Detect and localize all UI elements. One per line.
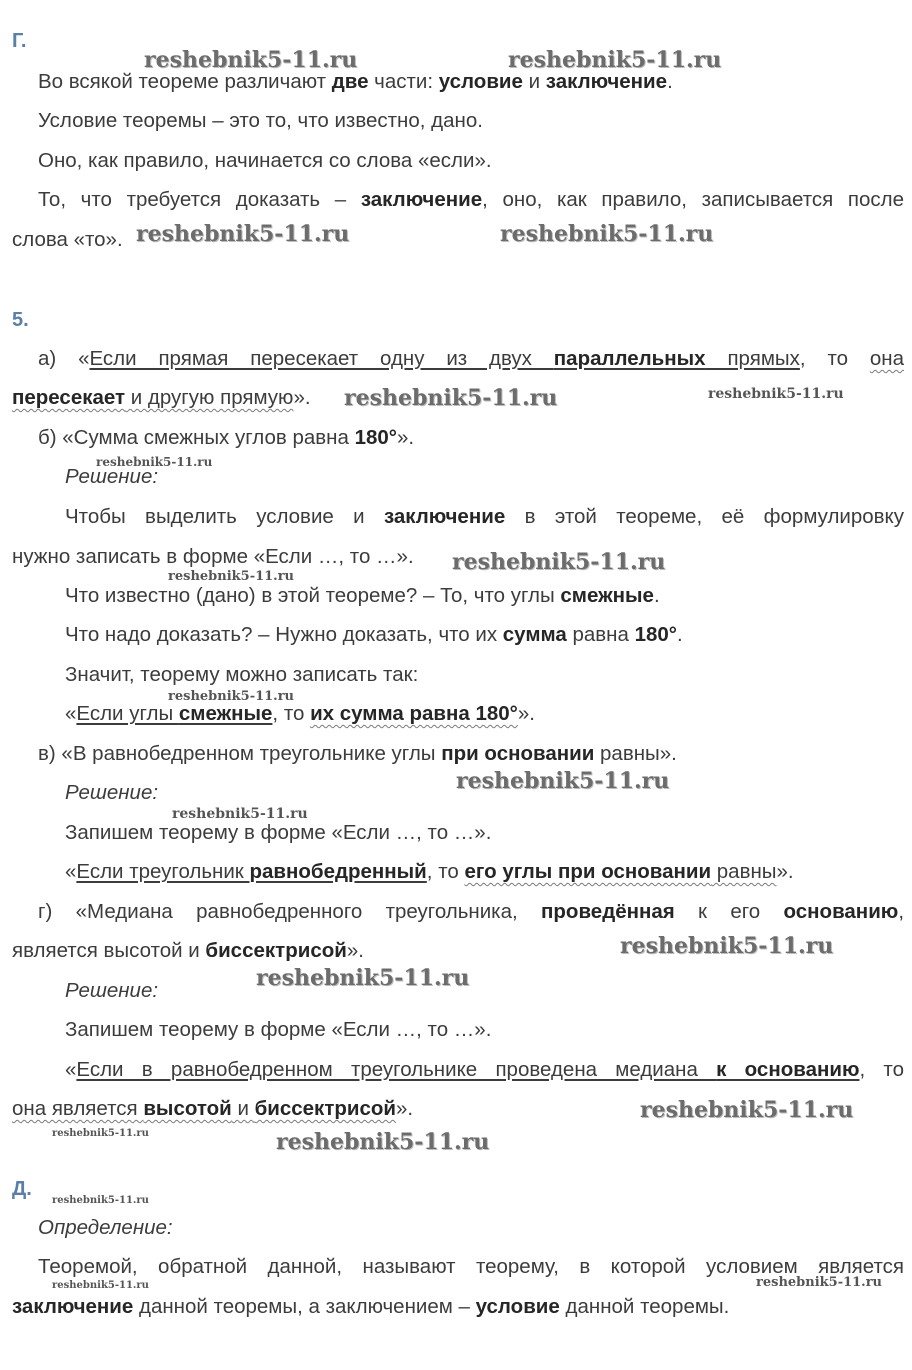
text-line: Что известно (дано) в этой теореме? – То, что углы смежные.	[65, 584, 660, 607]
watermark: reshebnik5-11.ru	[344, 385, 558, 411]
theorem-statement: «Если углы смежные, то их сумма равна 180°».	[65, 702, 535, 725]
watermark: reshebnik5-11.ru	[640, 1097, 854, 1123]
text-line: Значит, теорему можно записать так:	[65, 663, 419, 686]
text-line: слова «то».	[12, 228, 123, 251]
watermark: reshebnik5-11.ru	[256, 965, 470, 991]
text-line: Запишем теорему в форме «Если …, то …».	[65, 1018, 492, 1041]
watermark: reshebnik5-11.ru	[52, 1280, 149, 1291]
text-line: Чтобы выделить условие и заключение в этой теореме, её формулировку	[65, 505, 904, 528]
item-v-line1: в) «В равнобедренном треугольнике углы при основании равны».	[38, 742, 677, 765]
watermark: reshebnik5-11.ru	[500, 221, 714, 247]
text-line: То, что требуется доказать – заключение, оно, как правило, записывается после	[38, 188, 905, 211]
watermark: reshebnik5-11.ru	[168, 569, 295, 584]
item-g-line1: г) «Медиана равнобедренного треугольника, проведённая к его основанию,	[38, 900, 905, 923]
text-line: Условие теоремы – это то, что известно, дано.	[38, 109, 483, 132]
watermark: reshebnik5-11.ru	[456, 768, 670, 794]
watermark: reshebnik5-11.ru	[144, 47, 358, 73]
theorem-statement-cont: она является высотой и биссектрисой».	[12, 1097, 414, 1120]
item-g-line2: является высотой и биссектрисой».	[12, 939, 364, 962]
solution-label: Решение:	[65, 781, 159, 804]
text-line: Оно, как правило, начинается со слова «если».	[38, 149, 492, 172]
item-a-line2: пересекает и другую прямую».	[12, 386, 311, 409]
solution-label: Решение:	[65, 979, 159, 1002]
watermark: reshebnik5-11.ru	[52, 1128, 149, 1139]
text-line: Что надо доказать? – Нужно доказать, что их сумма равна 180°.	[65, 623, 683, 646]
text-line: нужно записать в форме «Если …, то …».	[12, 545, 414, 568]
watermark: reshebnik5-11.ru	[620, 933, 834, 959]
definition-label: Определение:	[38, 1216, 173, 1239]
text-line: Теоремой, обратной данной, называют теорему, в которой условием является	[38, 1255, 904, 1278]
section-label-g: Г.	[12, 30, 27, 52]
watermark: reshebnik5-11.ru	[172, 806, 308, 822]
watermark: reshebnik5-11.ru	[708, 386, 844, 402]
theorem-statement: «Если в равнобедренном треугольнике проведена медиана к основанию, то	[65, 1058, 904, 1081]
item-a-line1: а) «Если прямая пересекает одну из двух параллельных прямых, то она	[38, 347, 904, 370]
solution-label: Решение:	[65, 465, 159, 488]
watermark: reshebnik5-11.ru	[452, 549, 666, 575]
item-b-line1: б) «Сумма смежных углов равна 180°».	[38, 426, 415, 449]
text-line: заключение данной теоремы, а заключением – условие данной теоремы.	[12, 1295, 730, 1318]
watermark: reshebnik5-11.ru	[168, 689, 295, 704]
text-line: Запишем теорему в форме «Если …, то …».	[65, 821, 492, 844]
theorem-statement: «Если треугольник равнобедренный, то его углы при основании равны».	[65, 860, 794, 883]
watermark: reshebnik5-11.ru	[52, 1195, 149, 1206]
section-label-5: 5.	[12, 309, 29, 331]
section-label-d: Д.	[12, 1178, 32, 1200]
watermark: reshebnik5-11.ru	[276, 1129, 490, 1155]
watermark: reshebnik5-11.ru	[96, 455, 213, 469]
watermark: reshebnik5-11.ru	[756, 1275, 883, 1290]
watermark: reshebnik5-11.ru	[508, 47, 722, 73]
watermark: reshebnik5-11.ru	[136, 221, 350, 247]
text-line: Во всякой теореме различают две части: условие и заключение.	[38, 70, 673, 93]
